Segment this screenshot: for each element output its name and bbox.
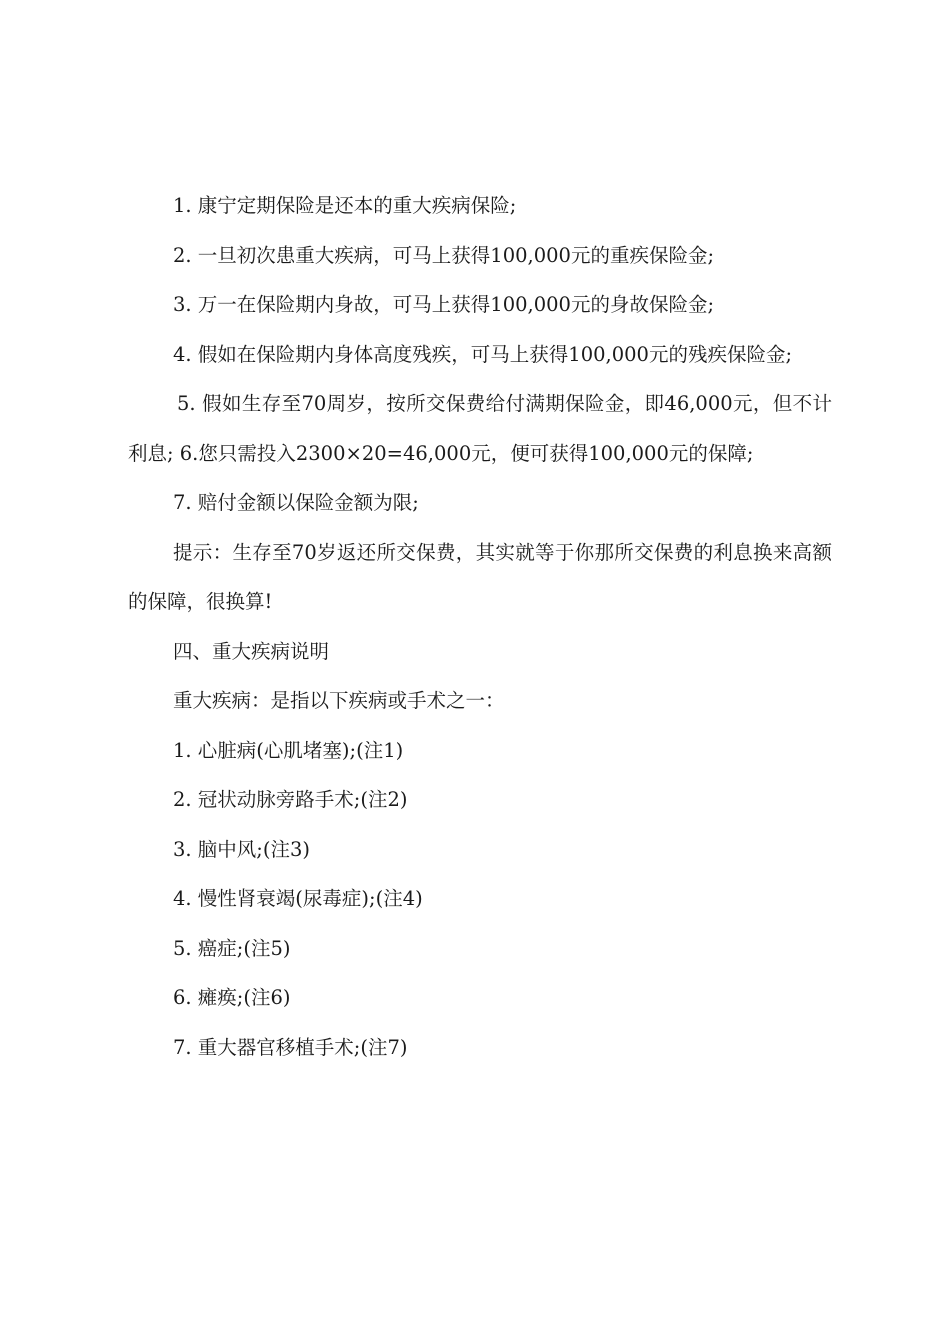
section-heading: 四、重大疾病说明	[173, 639, 330, 663]
disease-item-7: 7. 重大器官移植手术;(注7)	[173, 1035, 408, 1059]
benefit-item-2: 2. 一旦初次患重大疾病，可马上获得100,000元的重疾保险金;	[173, 243, 715, 267]
definition-paragraph: 重大疾病：是指以下疾病或手术之一：	[173, 689, 505, 712]
benefit-item-5-6: 5. 假如生存至70周岁，按所交保费给付满期保险金，即46,000元，但不计利息; 6.您只需投入2300×20=46,000元，便可获得100,000元的保障;	[128, 392, 832, 465]
disease-item-4: 4. 慢性肾衰竭(尿毒症);(注4)	[173, 887, 423, 910]
tip-paragraph: 提示：生存至70岁返还所交保费，其实就等于你那所交保费的利息换来高额的保障，很换算!	[128, 540, 832, 613]
disease-item-6: 6. 瘫痪;(注6)	[173, 986, 291, 1009]
disease-item-3: 3. 脑中风;(注3)	[173, 837, 310, 861]
disease-item-2: 2. 冠状动脉旁路手术;(注2)	[173, 788, 408, 811]
disease-item-1: 1. 心脏病(心肌堵塞);(注1)	[173, 738, 404, 762]
document-body	[128, 181, 832, 1072]
benefit-item-4: 4. 假如在保险期内身体高度残疾，可马上获得100,000元的残疾保险金;	[173, 342, 793, 366]
disease-item-5: 5. 癌症;(注5)	[173, 936, 291, 960]
benefit-item-7: 7. 赔付金额以保险金额为限;	[173, 491, 419, 514]
benefit-item-3: 3. 万一在保险期内身故，可马上获得100,000元的身故保险金;	[173, 293, 715, 316]
benefit-item-1: 1. 康宁定期保险是还本的重大疾病保险;	[173, 194, 517, 217]
